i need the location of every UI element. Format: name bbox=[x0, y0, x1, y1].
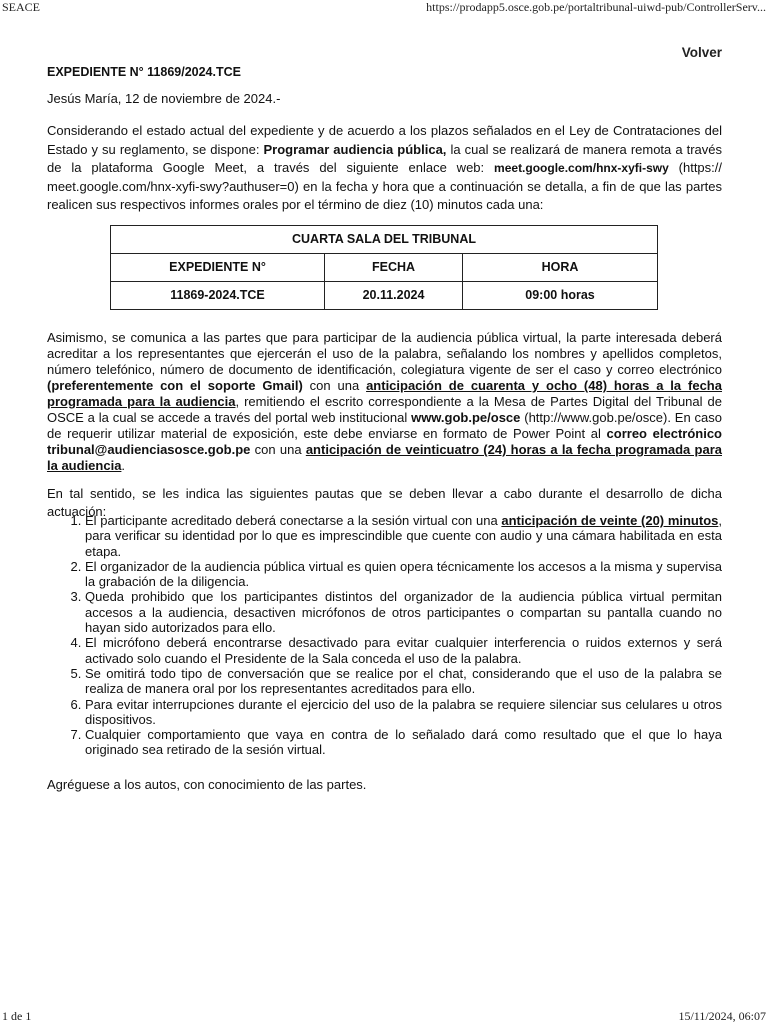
schedule-cell-hora: 09:00 horas bbox=[463, 282, 658, 310]
back-link[interactable]: Volver bbox=[681, 45, 722, 60]
print-datetime: 15/11/2024, 06:07 bbox=[678, 1009, 766, 1023]
list-item: 5. Se omitirá todo tipo de conversación que se realice por el chat, considerando que el uso de la palabra se realiza de manera oral por los representantes acreditados para ello. bbox=[85, 666, 722, 697]
closing-line: Agréguese a los autos, con conocimiento de las partes. bbox=[47, 777, 367, 792]
intro-bold-programar: Programar audiencia pública, bbox=[263, 141, 447, 157]
notice-bold-email: correo electrónico tribunal@audienciasosce.gob.pe bbox=[47, 426, 722, 457]
list-item: 3. Queda prohibido que los participantes distintos del organizador de la audiencia pública virtual permitan accesos a la audiencia, desactiven micrófonos de otros participantes o compartan su pantalla cuando no hayan sido autorizados para ello. bbox=[85, 589, 722, 635]
list-item: 6. Para evitar interrupciones durante el ejercicio del uso de la palabra se requiere silenciar sus celulares u otros dispositivos. bbox=[85, 697, 722, 728]
schedule-header-hora: HORA bbox=[463, 254, 658, 282]
place-date: Jesús María, 12 de noviembre de 2024.- bbox=[47, 91, 281, 106]
notice-text-1: Asimismo, se comunica a las partes que para participar de la audiencia pública virtual, la parte interesada deberá acreditar a los representantes que ejercerán el uso de la palabra, señalando los nombres y apellidos completos, número telefónico, número de documento de identificación, colegiatura vigente de ser el caso y correo electrónico bbox=[47, 330, 722, 377]
notice-bold-gob-osce: www.gob.pe/osce bbox=[411, 410, 521, 425]
notice-text-4: (http://www.gob.pe/osce). En caso de requerir utilizar material de exposición, este debe enviarse en formato de Power Point al bbox=[47, 410, 722, 441]
expediente-title: EXPEDIENTE N° 11869/2024.TCE bbox=[47, 65, 241, 79]
list-item: 7. Cualquier comportamiento que vaya en contra de lo señalado dará como resultado que el que lo haya originado sea retirado de la sesión virtual. bbox=[85, 727, 722, 758]
print-site-name: SEACE bbox=[2, 0, 41, 14]
guidelines-intro: En tal sentido, se les indica las siguientes pautas que se deben llevar a cabo durante el desarrollo de dicha actuación: bbox=[47, 486, 722, 519]
intro-text-3: (https:// meet.google.com/hnx-xyfi-swy?authuser=0) en la fecha y hora que a continuación se detalla, a fin de que las partes realicen sus respectivos informes orales por el término de diez (10) minutos cada una: bbox=[47, 160, 722, 212]
schedule-cell-expediente: 11869-2024.TCE bbox=[111, 282, 325, 310]
schedule-header-expediente: EXPEDIENTE N° bbox=[111, 254, 325, 282]
notice-underline-48h: anticipación de cuarenta y ocho (48) horas a la fecha programada para la audiencia bbox=[47, 378, 722, 409]
schedule-cell-fecha: 20.11.2024 bbox=[325, 282, 463, 310]
rule-1-text-1: El participante acreditado deberá conectarse a la sesión virtual con una bbox=[85, 513, 502, 528]
list-item bbox=[85, 513, 722, 559]
intro-paragraph bbox=[47, 122, 722, 215]
intro-text-2: la cual se realizará de manera remota a través de la plataforma Google Meet, a través del siguiente enlace web: bbox=[47, 141, 722, 175]
print-footer bbox=[0, 1009, 768, 1025]
notice-text-6: . bbox=[121, 458, 126, 473]
notice-text-2: con una bbox=[302, 378, 367, 393]
page-count: 1 de 1 bbox=[2, 1009, 32, 1023]
rule-1-text-2: , para verificar su identidad por lo que es imprescindible que cuente con audio y una cámara habilitada en esta etapa. bbox=[85, 513, 722, 559]
schedule-table bbox=[110, 225, 658, 310]
notice-paragraph bbox=[47, 330, 722, 474]
list-item: 4. El micrófono deberá encontrarse desactivado para evitar cualquier interferencia o ruidos externos y será activado solo cuando el Presidente de la Sala conceda el uso de la palabra. bbox=[85, 635, 722, 666]
notice-text-5: con una bbox=[250, 442, 306, 457]
intro-text-1: Considerando el estado actual del expediente y de acuerdo a los plazos señalados en el Ley de Contrataciones del Estado y su reglamento, se dispone: bbox=[47, 123, 722, 157]
notice-text-3: , remitiendo el escrito correspondiente a la Mesa de Partes Digital del Tribunal de OSCE a la cual se accede a través del portal web institucional bbox=[47, 394, 723, 425]
list-item: 2. El organizador de la audiencia pública virtual es quien opera técnicamente los accesos a la misma y supervisa la grabación de la diligencia. bbox=[85, 559, 722, 590]
meet-link[interactable]: meet.google.com/hnx-xyfi-swy bbox=[494, 161, 669, 175]
schedule-header-fecha: FECHA bbox=[325, 254, 463, 282]
print-url: https://prodapp5.osce.gob.pe/portaltribunal-uiwd-pub/ControllerServ... bbox=[426, 0, 766, 14]
rule-1-underline: anticipación de veinte (20) minutos bbox=[501, 513, 719, 528]
print-header bbox=[0, 0, 768, 16]
guidelines-list bbox=[47, 513, 722, 758]
notice-underline-24h: anticipación de veinticuatro (24) horas a la fecha programada para la audiencia bbox=[47, 442, 722, 473]
notice-bold-gmail: (preferentemente con el soporte Gmail) bbox=[47, 378, 303, 393]
schedule-title: CUARTA SALA DEL TRIBUNAL bbox=[111, 226, 658, 254]
